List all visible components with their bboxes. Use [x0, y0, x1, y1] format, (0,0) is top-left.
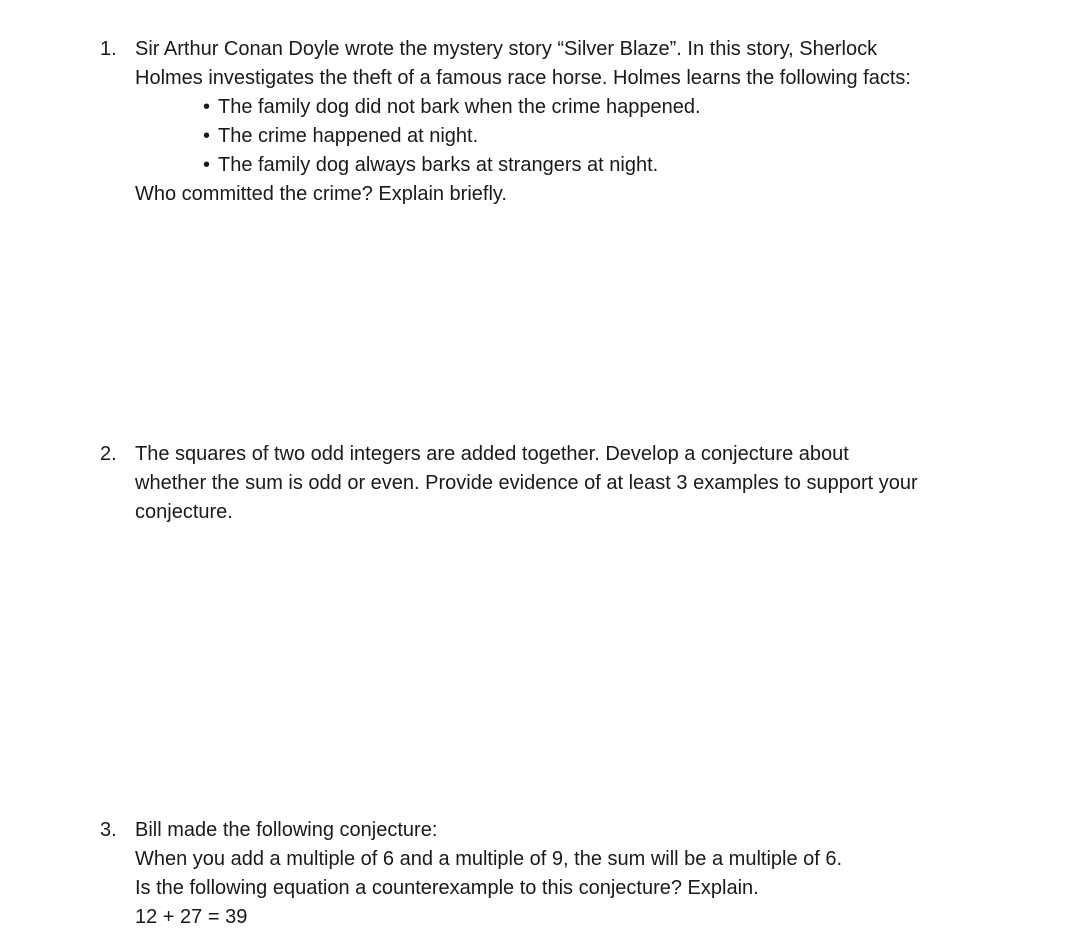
question-number: 1.: [100, 38, 117, 60]
question-text-line: Holmes investigates the theft of a famous race horse. Holmes learns the following facts:: [135, 67, 911, 89]
question-number: 2.: [100, 443, 117, 465]
question-text-line: The squares of two odd integers are added together. Develop a conjecture about: [135, 443, 849, 465]
fact-item: [203, 93, 701, 122]
question-text-line: Is the following equation a counterexample to this conjecture? Explain.: [135, 877, 759, 899]
bullet-icon: •: [203, 125, 211, 147]
fact-text: The crime happened at night.: [218, 125, 479, 147]
equation: 12 + 27 = 39: [135, 906, 248, 928]
question-text-line: When you add a multiple of 6 and a multiple of 9, the sum will be a multiple of 6.: [135, 848, 843, 870]
question-text-line: Bill made the following conjecture:: [135, 819, 438, 841]
question-text-line: conjecture.: [135, 501, 233, 523]
bullet-icon: •: [203, 96, 211, 118]
fact-item: [203, 122, 478, 151]
fact-item: [203, 151, 658, 180]
question-text-line: Sir Arthur Conan Doyle wrote the mystery story “Silver Blaze”. In this story, Sherlock: [135, 38, 878, 60]
fact-text: The family dog always barks at strangers at night.: [218, 154, 659, 176]
question-prompt: Who committed the crime? Explain briefly.: [135, 183, 507, 205]
question-text-line: whether the sum is odd or even. Provide evidence of at least 3 examples to support your: [135, 472, 918, 494]
fact-text: The family dog did not bark when the crime happened.: [218, 96, 701, 118]
question-number: 3.: [100, 819, 117, 841]
bullet-icon: •: [203, 154, 211, 176]
